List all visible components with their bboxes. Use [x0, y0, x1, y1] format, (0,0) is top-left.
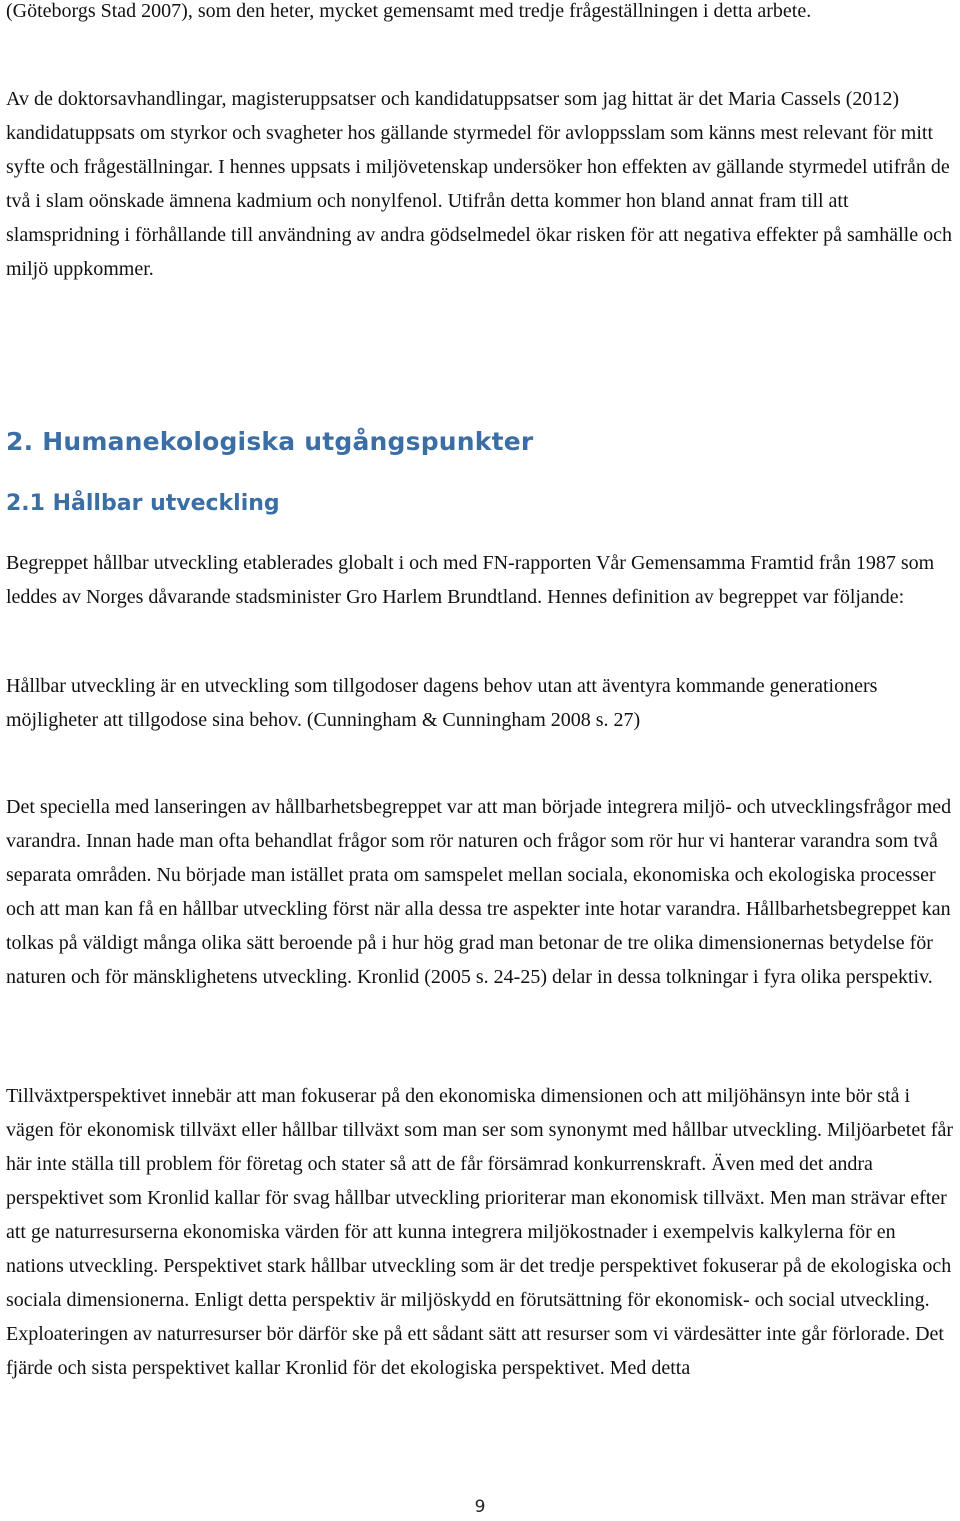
paragraph-four-perspectives: Tillväxtperspektivet innebär att man fokuserar på den ekonomiska dimensionen och att miljöhänsyn inte bör stå i vägen för ekonomisk tillväxt eller hållbar tillväxt som man ser som synonymt med hållbar utveckling. Miljöarbetet får här inte ställa till problem för företag och stater så att de får försämrad konkurrenskraft. Även med det andra perspektivet som Kronlid kallar för svag hållbar utveckling prioriterar man ekonomisk tillväxt. Men man strävar efter att ge naturresurserna ekonomiska värden för att kunna integrera miljökostnader i exempelvis kalkylerna för en nations utveckling. Perspektivet stark hållbar utveckling som är det tredje perspektivet fokuserar på de ekologiska och sociala dimensionerna. Enligt detta perspektiv är miljöskydd en förutsättning för ekonomisk- och social utveckling. Exploateringen av naturresurser bör därför ske på ett sådant sätt att resurser som vi värdesätter inte går förlorade. Det fjärde och sista perspektivet kallar Kronlid för det ekologiska perspektivet. Med detta — [6, 1085, 953, 1379]
paragraph-intro-continuation: (Göteborgs Stad 2007), som den heter, mycket gemensamt med tredje frågeställningen i detta arbete. — [6, 0, 812, 22]
subsection-heading: 2.1 Hållbar utveckling — [6, 491, 280, 516]
page-number: 9 — [474, 1497, 486, 1517]
paragraph-definition-quote: Hållbar utveckling är en utveckling som tillgodoser dagens behov utan att äventyra kommande generationers möjligheter att tillgodose sina behov. (Cunningham & Cunningham 2008 s. 27) — [6, 675, 878, 731]
paragraph-sustainability-concept: Det speciella med lanseringen av hållbarhetsbegreppet var att man började integrera miljö- och utvecklingsfrågor med varandra. Innan hade man ofta behandlat frågor som rör naturen och frågor som rör hur vi hanterar varandra som två separata områden. Nu började man istället prata om samspelet mellan sociala, ekonomiska och ekologiska processer och att man kan få en hållbar utveckling först när alla dessa tre aspekter inte hotar varandra. Hållbarhetsbegreppet kan tolkas på väldigt många olika sätt beroende på i hur hög grad man betonar de tre olika dimensionernas betydelse för naturen och för mänsklighetens utveckling. Kronlid (2005 s. 24-25) delar in dessa tolkningar i fyra olika perspektiv. — [6, 796, 952, 988]
section-heading: 2. Humanekologiska utgångspunkter — [6, 427, 534, 456]
paragraph-brundtland: Begreppet hållbar utveckling etablerades globalt i och med FN-rapporten Vår Gemensamma Framtid från 1987 som leddes av Norges dåvarande stadsminister Gro Harlem Brundtland. Hennes definition av begreppet var följande: — [6, 552, 935, 608]
paragraph-cassel-thesis: Av de doktorsavhandlingar, magisteruppsatser och kandidatuppsatser som jag hittat är det Maria Cassels (2012) kandidatuppsats om styrkor och svagheter hos gällande styrmedel för avloppsslam som känns mest relevant för mitt syfte och frågeställningar. I hennes uppsats i miljövetenskap undersöker hon effekten av gällande styrmedel utifrån de två i slam oönskade ämnena kadmium och nonylfenol. Utifrån detta kommer hon bland annat fram till att slamspridning i förhållande till användning av andra gödselmedel ökar risken för att negativa effekter på samhälle och miljö uppkommer. — [6, 88, 952, 280]
